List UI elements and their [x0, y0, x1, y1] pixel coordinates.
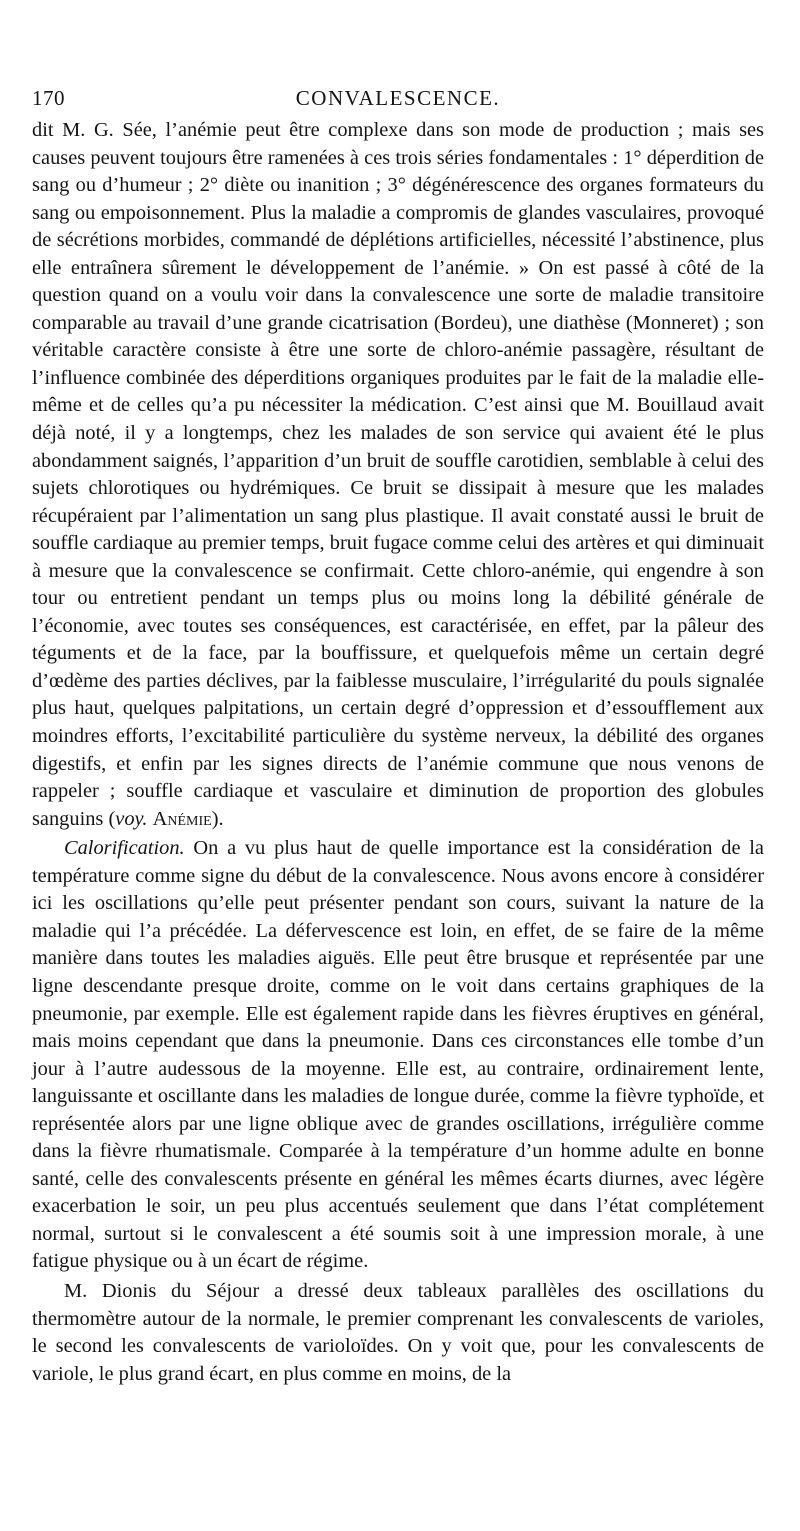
- paragraph: [32, 117, 764, 833]
- text-segment: dit M. G. Sée, l’anémie peut être complexe dans son mode de production ; mais ses causes peuvent toujours être ramenées à ces trois séries fondamentales : 1° déperdition de sang ou d’humeur ; 2° diète ou inanition ; 3° dégénérescence des organes formateurs du sang ou empoisonnement. Plus la maladie a compromis de glandes vasculaires, provoqué de sécrétions morbides, commandé de déplétions artificielles, nécessité l’abstinence, plus elle entraînera sûrement le développement de l’anémie. » On est passé à côté de la question quand on a voulu voir dans la convalescence une sorte de maladie transitoire comparable au travail d’une grande cicatrisation (Bordeu), une diathèse (Monneret) ; son véritable caractère consiste à être une sorte de chloro-anémie passagère, résultant de l’influence combinée des déperditions organiques produites par le fait de la maladie elle-même et de celles qu’a pu nécessiter la médication. C’est ainsi que M. Bouillaud avait déjà noté, il y a longtemps, chez les malades de son service qui avaient été le plus abondamment saignés, l’apparition d’un bruit de souffle carotidien, semblable à celui des sujets chlorotiques ou hydrémiques. Ce bruit se dissipait à mesure que les malades récupéraient par l’alimentation un sang plus plastique. Il avait constaté aussi le bruit de souffle cardiaque au premier temps, bruit fugace comme celui des artères et qui diminuait à mesure que la convalescence se confirmait. Cette chloro-anémie, qui engendre à son tour ou entretient pendant un temps plus ou moins long la débilité générale de l’économie, avec toutes ses conséquences, est caractérisée, en effet, par la pâleur des téguments et de la face, par la bouffissure, et quelquefois même un certain degré d’œdème des parties déclives, par la faiblesse musculaire, l’irrégularité du pouls signalée plus haut, quelques palpitations, un certain degré d’oppression et d’essoufflement aux moindres efforts, l’excitabilité particulière du système nerveux, la débilité des organes digestifs, et enfin par les signes directs de l’anémie commune que nous venons de rappeler ; souffle cardiaque et vasculaire et diminution de proportion des globules sanguins (: [32, 119, 764, 830]
- italic-text: voy.: [115, 807, 148, 830]
- text-segment: ).: [211, 807, 224, 830]
- page-body: [32, 117, 764, 1388]
- running-head: [32, 86, 764, 116]
- page-number: 170: [32, 86, 65, 110]
- text-segment: M. Dionis du Séjour a dressé deux tableaux parallèles des oscillations du thermomètre autour de la normale, le premier comprenant les convalescents de varioles, le second les convalescents de varioloïdes. On y voit que, pour les convalescents de variole, le plus grand écart, en plus comme en moins, de la: [32, 1279, 764, 1385]
- italic-text: Calorification.: [64, 837, 185, 860]
- paragraph: [32, 1278, 764, 1388]
- text-segment: On a vu plus haut de quelle importance est la considération de la température comme signe du début de la convalescence. Nous avons encore à considérer ici les oscillations qu’elle peut présenter pendant son cours, suivant la nature de la maladie qui l’a précédée. La défervescence est loin, en effet, de se faire de la même manière dans toutes les maladies aiguës. Elle peut être brusque et représentée par une ligne descendante presque droite, comme on le voit dans certains graphiques de la pneumonie, par exemple. Elle est également rapide dans les fièvres éruptives en général, mais moins cependant que dans la pneumonie. Dans ces circonstances elle tombe d’un jour à l’autre audessous de la moyenne. Elle est, au contraire, ordinairement lente, languissante et oscillante dans les maladies de longue durée, comme la fièvre typhoïde, et représentée alors par une ligne oblique avec de grandes oscillations, irrégulière comme dans la fièvre rhumatismale. Comparée à la température d’un homme adulte en bonne santé, celle des convalescents présente en général les mêmes écarts diurnes, avec légère exacerbation le soir, un peu plus accentués seulement que dans l’état complétement normal, surtout si le convalescent a été soumis soit à une impression morale, à une fatigue physique ou à un écart de régime.: [32, 837, 764, 1273]
- paragraph: [32, 835, 764, 1276]
- small-caps-text: Anémie: [152, 807, 212, 830]
- running-title: CONVALESCENCE.: [295, 86, 501, 110]
